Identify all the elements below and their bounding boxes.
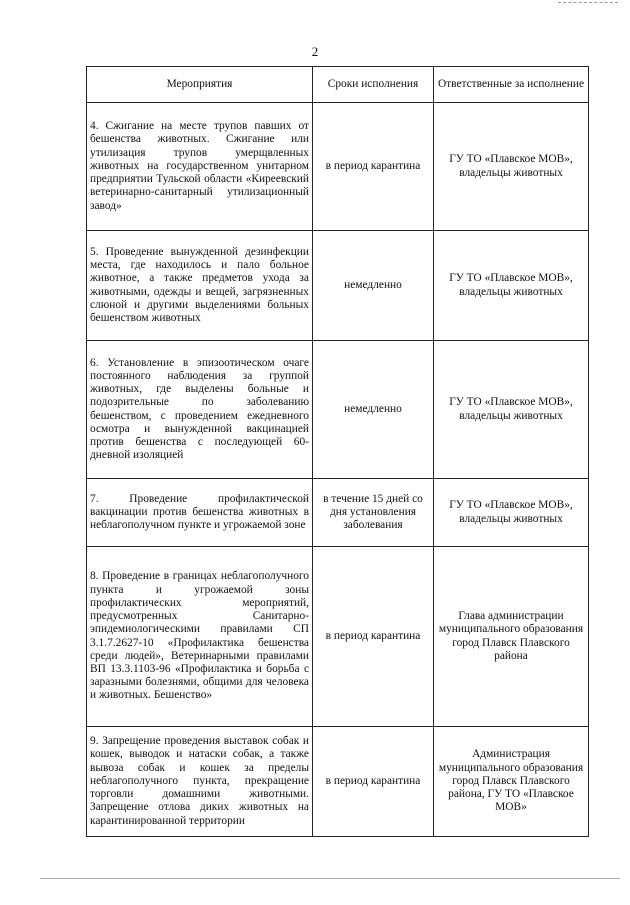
row-responsible: ГУ ТО «Плавское МОВ», владельцы животных: [434, 341, 589, 479]
table-header-row: [87, 67, 589, 103]
row-deadline: в период карантина: [313, 103, 434, 231]
scan-artifact-bottom: [40, 878, 620, 879]
row-responsible: ГУ ТО «Плавское МОВ», владельцы животных: [434, 479, 589, 547]
header-responsible: Ответственные за исполнение: [434, 67, 589, 103]
table-row: [87, 547, 589, 727]
table-row: [87, 231, 589, 341]
table-row: [87, 727, 589, 837]
row-deadline: в течение 15 дней со дня установления заболевания: [313, 479, 434, 547]
header-deadline: Сроки исполнения: [313, 67, 434, 103]
row-action: 6. Установление в эпизоотическом очаге постоянного наблюдения за группой животных, где выделены больные и подозрительные по заболеванию бешенством, с проведением ежедневного осмотра и вынужденной вакцинацией против бешенства с последующей 60-дневной изоляцией: [87, 341, 313, 479]
row-action: 5. Проведение вынужденной дезинфекции места, где находилось и пало больное животное, а также предметов ухода за животными, одежды и вещей, загрязненных слюной и другими выделениями больных бешенством животных: [87, 231, 313, 341]
row-responsible: ГУ ТО «Плавское МОВ», владельцы животных: [434, 231, 589, 341]
row-responsible: Администрация муниципального образования город Плавск Плавского района, ГУ ТО «Плавское МОВ»: [434, 727, 589, 837]
table-row: [87, 341, 589, 479]
row-deadline: немедленно: [313, 231, 434, 341]
scan-artifact-top: [558, 2, 618, 3]
header-action: Мероприятия: [87, 67, 313, 103]
measures-table: [86, 66, 589, 837]
page-number: 2: [311, 44, 319, 59]
row-deadline: немедленно: [313, 341, 434, 479]
table-row: [87, 103, 589, 231]
row-action: 9. Запрещение проведения выставок собак и кошек, выводок и натаски собак, а также вывоза собак и кошек за пределы неблагополучного пункта, прекращение торговли домашними животными. Запрещение отлова диких животных на карантинированной территории: [87, 727, 313, 837]
row-responsible: ГУ ТО «Плавское МОВ», владельцы животных: [434, 103, 589, 231]
table-row: [87, 479, 589, 547]
row-responsible: Глава администрации муниципального образования город Плавск Плавского района: [434, 547, 589, 727]
row-deadline: в период карантина: [313, 727, 434, 837]
row-action: 7. Проведение профилактической вакцинации против бешенства животных в неблагополучном пункте и угрожаемой зоне: [87, 479, 313, 547]
row-deadline: в период карантина: [313, 547, 434, 727]
row-action: 8. Проведение в границах неблагополучного пункта и угрожаемой зоны профилактических мероприятий, предусмотренных Санитарно-эпидемиологическими правилами СП 3.1.7.2627-10 «Профилактика бешенства среди людей», Ветеринарными правилами ВП 13.3.1103-96 «Профилактика и борьба с заразными болезнями, общими для человека и животных. Бешенство»: [87, 547, 313, 727]
row-action: 4. Сжигание на месте трупов павших от бешенства животных. Сжигание или утилизация трупов умерщвленных животных на государственном унитарном предприятии Тульской области «Киреевский ветеринарно-санитарный утилизационный завод»: [87, 103, 313, 231]
